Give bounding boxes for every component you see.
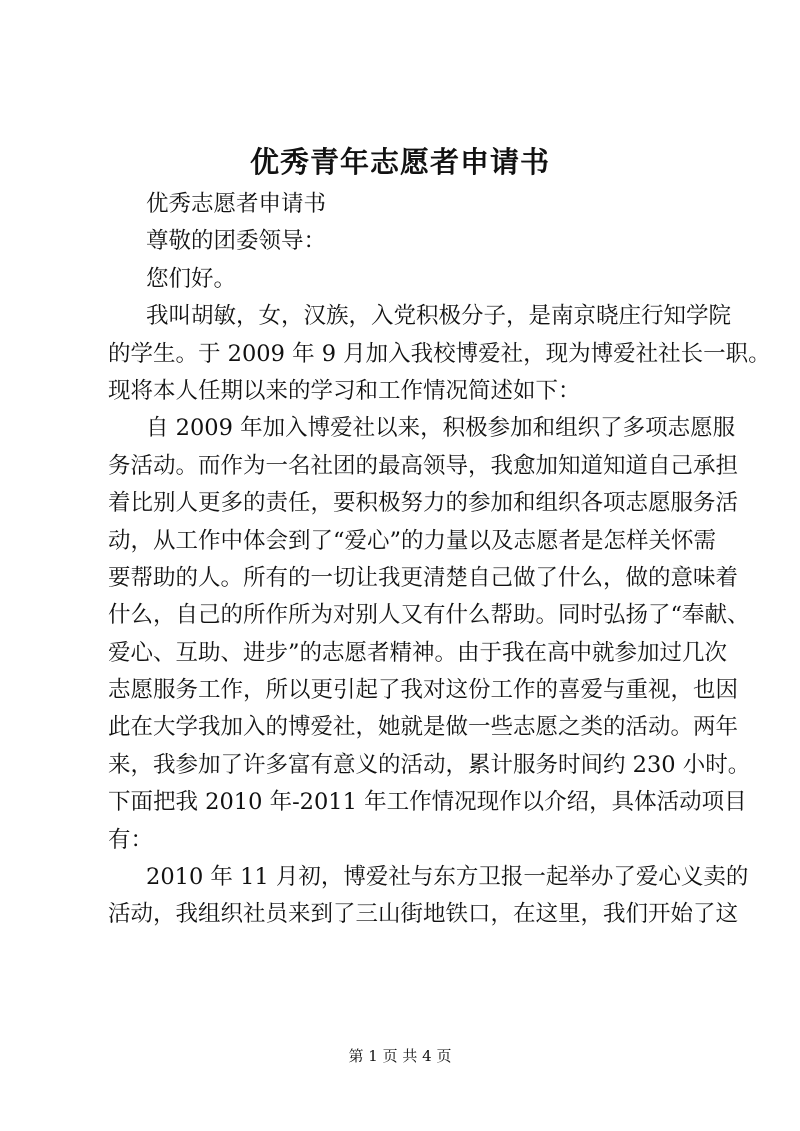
- body-line: 什么，自己的所作所为对别人又有什么帮助。同时弘扬了“奉献、: [108, 602, 750, 629]
- body-line: 下面把我 2010 年-2011 年工作情况现作以介绍，具体活动项目: [108, 789, 747, 816]
- body-line: 自 2009 年加入博爱社以来，积极参加和组织了多项志愿服: [146, 415, 736, 442]
- body-line: 志愿服务工作，所以更引起了我对这份工作的喜爱与重视，也因: [108, 677, 739, 704]
- body-line: 尊敬的团委领导：: [146, 228, 327, 255]
- body-line: 活动，我组织社员来到了三山街地铁口，在这里，我们开始了这: [108, 901, 739, 928]
- body-line: 优秀志愿者申请书: [146, 191, 327, 217]
- body-line: 此在大学我加入的博爱社，她就是做一些志愿之类的活动。两年: [108, 714, 739, 741]
- document-title: 优秀青年志愿者申请书: [249, 145, 550, 179]
- body-line: 有：: [108, 826, 154, 853]
- page-number-footer: 第 1 页 共 4 页: [348, 1047, 452, 1065]
- document-body: [108, 186, 771, 934]
- body-line: 我叫胡敏，女，汉族，入党积极分子，是南京晓庄行知学院: [146, 303, 732, 330]
- body-line: 爱心、互助、进步”的志愿者精神。由于我在高中就参加过几次: [108, 639, 728, 666]
- body-line: 您们好。: [146, 265, 237, 292]
- body-line: 要帮助的人。所有的一切让我更清楚自己做了什么，做的意味着: [108, 564, 739, 591]
- body-line: 的学生。于 2009 年 9 月加入我校博爱社，现为博爱社社长一职。: [108, 340, 771, 367]
- body-line: 着比别人更多的责任，要积极努力的参加和组织各项志愿服务活: [108, 490, 739, 517]
- body-line: 现将本人任期以来的学习和工作情况简述如下：: [108, 377, 581, 404]
- body-line: 来，我参加了许多富有意义的活动，累计服务时间约 230 小时。: [108, 751, 751, 778]
- body-line: 务活动。而作为一名社团的最高领导，我愈加知道知道自己承担: [108, 452, 739, 479]
- body-line: 2010 年 11 月初，博爱社与东方卫报一起举办了爱心义卖的: [146, 864, 749, 891]
- body-line: 动，从工作中体会到了“爱心”的力量以及志愿者是怎样关怀需: [108, 527, 717, 554]
